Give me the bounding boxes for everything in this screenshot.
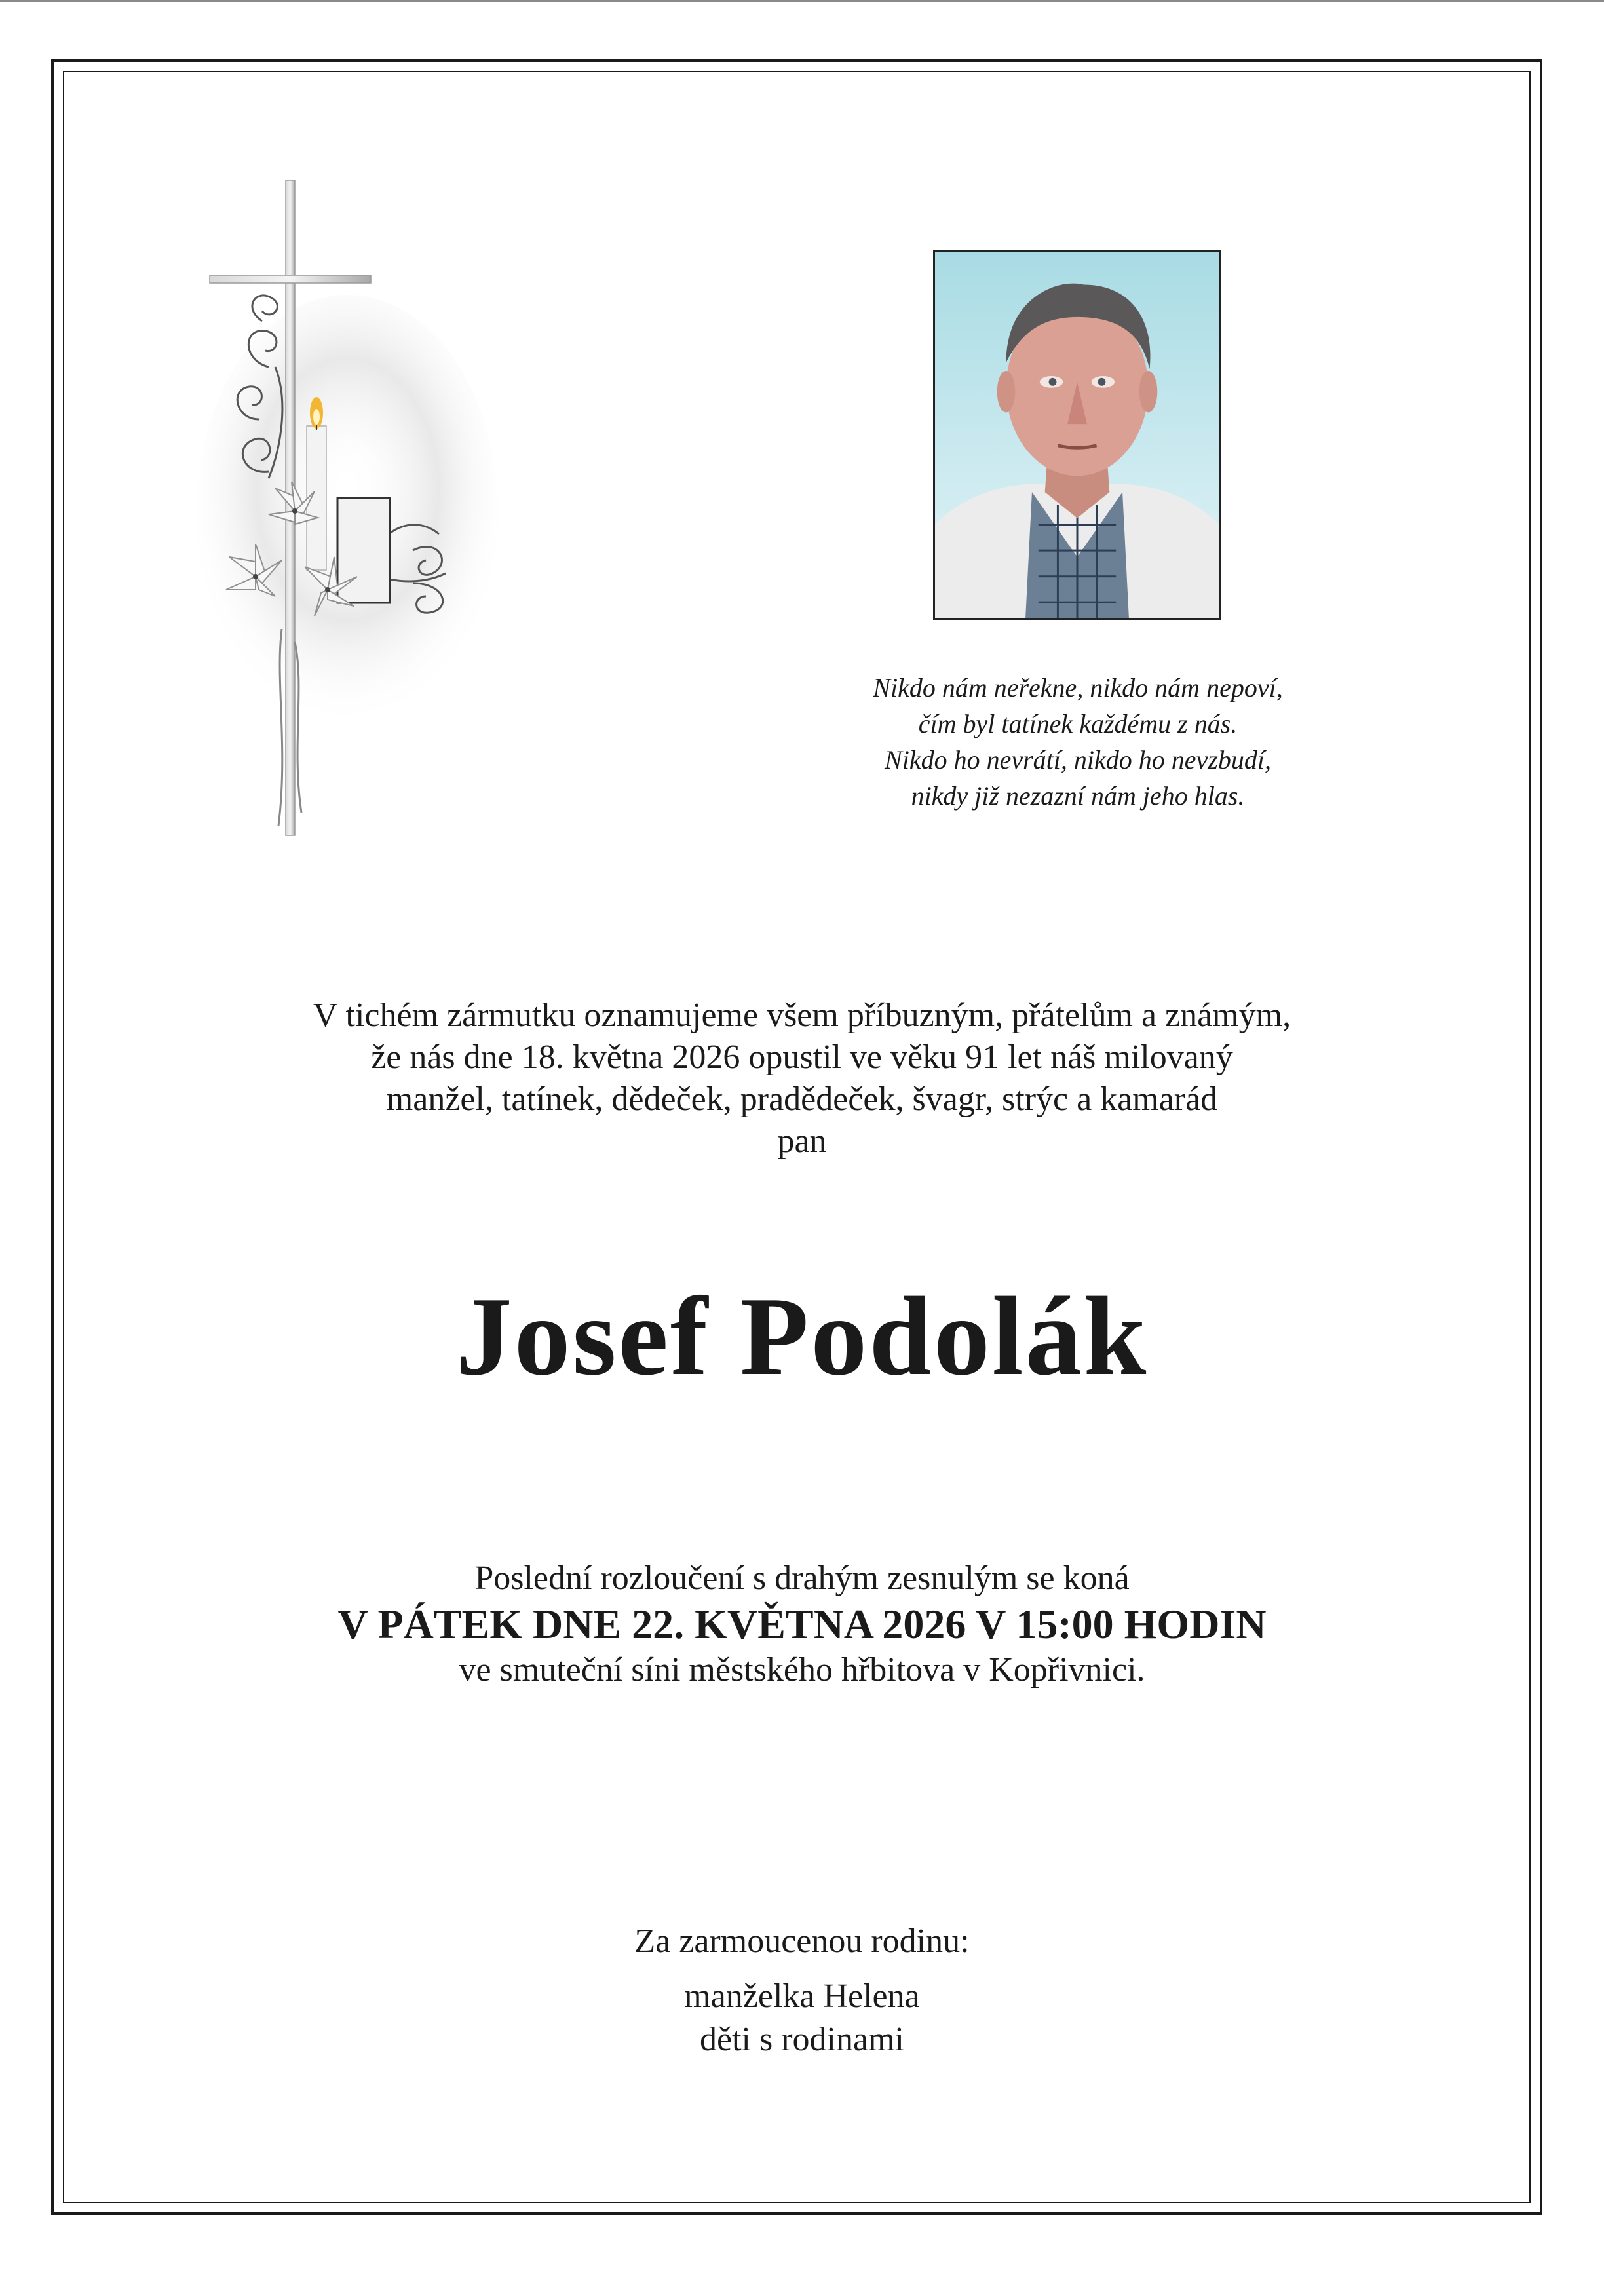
- scan-edge-line: [0, 0, 1604, 2]
- family-signature: [474, 1920, 1130, 2061]
- deceased-name: Josef Podolák: [455, 1274, 1149, 1399]
- ceremony-location: ve smuteční síni městského hřbitova v Kopřivnici.: [459, 1651, 1145, 1689]
- family-heading: Za zarmoucenou rodinu:: [634, 1923, 970, 1960]
- poem-line: Nikdo ho nevrátí, nikdo ho nevzbudí,: [885, 745, 1271, 775]
- poem-line: Nikdo nám neřekne, nikdo nám nepoví,: [873, 673, 1283, 702]
- memorial-poem: [786, 670, 1369, 814]
- family-member: manželka Helena: [684, 1978, 920, 2015]
- family-member: děti s rodinami: [700, 2021, 904, 2058]
- ceremony-intro: Poslední rozloučení s drahým zesnulým se koná: [474, 1559, 1130, 1597]
- portrait-photo: [933, 250, 1221, 620]
- announcement-line: pan: [777, 1122, 827, 1160]
- death-announcement-text: [147, 995, 1457, 1162]
- announcement-line: že nás dne 18. května 2026 opustil ve věku 91 let náš milovaný: [371, 1039, 1233, 1076]
- poem-line: čím byl tatínek každému z nás.: [918, 709, 1238, 738]
- announcement-line: manžel, tatínek, dědeček, pradědeček, švagr, strýc a kamarád: [386, 1081, 1218, 1118]
- poem-line: nikdy již nezazní nám jeho hlas.: [911, 781, 1245, 811]
- announcement-line: V tichém zármutku oznamujeme všem příbuzným, přátelům a známým,: [313, 997, 1291, 1034]
- cross-candle-lily-decoration: [197, 170, 524, 839]
- funeral-ceremony-info: [147, 1557, 1457, 1692]
- ceremony-date-time: V PÁTEK DNE 22. KVĚTNA 2026 V 15:00 HODIN: [337, 1601, 1267, 1647]
